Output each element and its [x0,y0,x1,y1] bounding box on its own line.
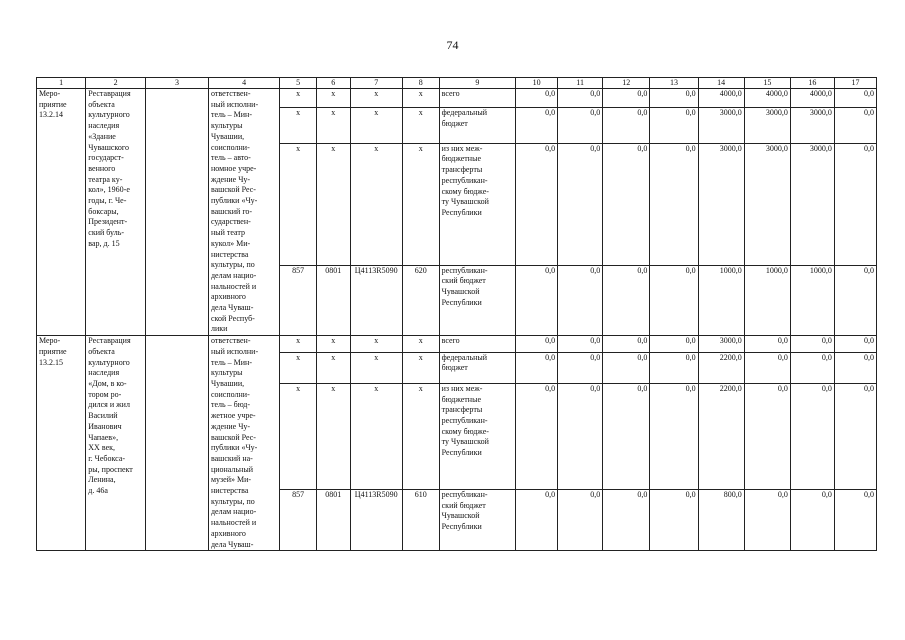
year-value-cell: 0,0 [603,352,650,383]
object-name-line: Василий [88,411,118,421]
executor-line: культуры, по [210,496,255,506]
year-value-cell: 0,0 [834,352,876,383]
year-value-cell: 0,0 [790,336,834,352]
executor-line: вашской Рес- [210,185,256,195]
executor-line: ный исполни- [210,346,259,356]
budget-table [36,77,877,551]
year-value-cell: 0,0 [834,107,876,143]
year-value-cell: 3000,0 [790,107,834,143]
year-value-cell: 0,0 [516,383,558,489]
target-article-cell: x [350,336,402,352]
funding-source-line: республикан- [441,175,488,185]
target-article-cell: Ц4113R5090 [350,489,402,550]
column-header: 4 [208,78,279,89]
object-name-line: д. 46а [88,486,108,496]
column-header: 11 [558,78,603,89]
year-value-cell: 0,0 [790,352,834,383]
target-article-cell: x [350,383,402,489]
object-name-line: годы, г. Че- [88,196,127,206]
object-name-line: «Здание [88,131,116,141]
section-code-cell: x [316,336,350,352]
column-header: 5 [280,78,317,89]
expense-type-cell: 610 [402,489,439,550]
object-name-line: объекта [88,99,115,109]
funding-source-cell [439,489,516,550]
year-value-cell: 0,0 [834,489,876,550]
column-header: 3 [146,78,209,89]
year-value-cell: 0,0 [516,89,558,108]
executor-line: тель – авто- [210,153,251,163]
year-value-cell: 1000,0 [698,265,744,335]
funding-source-line: Республики [441,448,482,458]
funding-source-cell [439,352,516,383]
target-article-cell: Ц4113R5090 [350,265,402,335]
target-article-cell: x [350,352,402,383]
year-value-cell: 0,0 [558,89,603,108]
funding-source-line: ский бюджет [441,276,486,286]
year-value-cell: 3000,0 [698,143,744,265]
year-value-cell: 1000,0 [744,265,790,335]
funding-source-line: Республики [441,297,482,307]
object-name-line: ский буль- [88,228,124,238]
executor-line: тель – Мин- [210,357,252,367]
year-value-cell: 3000,0 [698,107,744,143]
funding-source-cell [439,89,516,108]
column-header: 1 [37,78,86,89]
section-code-cell: x [316,143,350,265]
executor-line: дела Чуваш- [210,539,254,549]
year-value-cell: 0,0 [650,489,698,550]
table-row [37,89,877,108]
year-value-cell: 0,0 [650,107,698,143]
object-name-line: боксары, [88,206,119,216]
column-number-row [37,78,877,89]
executor-line: архивного [210,528,246,538]
object-name-line: венного [88,163,116,173]
chief-admin-code-cell: x [280,352,317,383]
object-name-line: вар, д. 15 [88,238,120,248]
executor-line: Чувашии, [210,131,245,141]
year-value-cell: 1000,0 [790,265,834,335]
funding-source-cell [439,107,516,143]
funding-source-line: бюджет [441,363,468,373]
year-value-cell: 3000,0 [790,143,834,265]
object-name-line: наследия [88,368,120,378]
event-number-line: приятие [39,99,67,109]
executor-cell [208,336,279,551]
executor-line: сударствен- [210,217,251,227]
object-name-line: ры, проспект [88,464,133,474]
year-value-cell: 0,0 [790,489,834,550]
executor-line: публики «Чу- [210,443,258,453]
funding-source-line: из них меж- [441,143,483,153]
year-value-cell: 0,0 [516,489,558,550]
chief-admin-code-cell: x [280,143,317,265]
section-code-cell: x [316,383,350,489]
section-code-cell: 0801 [316,265,350,335]
object-name-line: театра ку- [88,174,123,184]
year-value-cell: 0,0 [558,352,603,383]
object-name-line: Ленина, [88,475,116,485]
chief-admin-code-cell: x [280,336,317,352]
column-header: 17 [834,78,876,89]
year-value-cell: 0,0 [603,489,650,550]
column-header: 16 [790,78,834,89]
executor-line: ской Респуб- [210,313,255,323]
column-header: 13 [650,78,698,89]
target-article-cell: x [350,107,402,143]
object-name-line: Чапаев», [88,432,119,442]
executor-cell [208,89,279,336]
executor-line: музей» Ми- [210,475,252,485]
object-name-line: Иванович [88,421,122,431]
executor-line: нальностей и [210,281,257,291]
event-number-line: 13.2.15 [39,357,63,367]
chief-admin-code-cell: x [280,107,317,143]
executor-line: делам нацио- [210,270,257,280]
page-number: 74 [446,38,459,52]
funding-source-line: федеральный [441,107,488,117]
funding-source-line: всего [441,89,460,98]
column-header: 12 [603,78,650,89]
year-value-cell: 0,0 [516,265,558,335]
year-value-cell: 0,0 [603,143,650,265]
target-article-cell: x [350,89,402,108]
event-number-cell [37,336,86,551]
executor-line: Чувашии, [210,378,245,388]
object-name-line: XX век, [88,443,116,453]
executor-line: ждение Чу- [210,174,251,184]
year-value-cell: 0,0 [650,336,698,352]
funding-source-line: Республики [441,522,482,532]
executor-line: нальностей и [210,518,257,528]
column-header: 6 [316,78,350,89]
year-value-cell: 0,0 [834,143,876,265]
empty-column-cell [146,89,209,336]
executor-line: тель – бюд- [210,400,251,410]
funding-source-cell [439,143,516,265]
year-value-cell: 0,0 [744,352,790,383]
event-number-cell [37,89,86,336]
executor-line: номное учре- [210,163,257,173]
executor-line: ждение Чу- [210,421,251,431]
object-name-line: кол», 1960-е [88,185,130,195]
event-number-line: 13.2.14 [39,110,63,120]
executor-line: тель – Мин- [210,110,252,120]
funding-source-line: скому бюдже- [441,186,489,196]
object-name-line: Президент- [88,217,128,227]
year-value-cell: 0,0 [516,336,558,352]
year-value-cell: 0,0 [650,89,698,108]
funding-source-line: бюджетные [441,394,482,404]
executor-line: ответствен- [210,336,251,346]
executor-line: нистерства [210,249,249,259]
expense-type-cell: x [402,143,439,265]
funding-source-line: из них меж- [441,383,483,393]
column-header: 9 [439,78,516,89]
funding-source-line: всего [441,336,460,346]
year-value-cell: 0,0 [558,143,603,265]
year-value-cell: 2200,0 [698,352,744,383]
funding-source-cell [439,383,516,489]
chief-admin-code-cell: 857 [280,489,317,550]
section-code-cell: x [316,107,350,143]
column-header: 2 [86,78,146,89]
funding-source-line: ский бюджет [441,500,486,510]
section-code-cell: 0801 [316,489,350,550]
year-value-cell: 0,0 [603,89,650,108]
executor-line: ответствен- [210,89,251,98]
funding-source-cell [439,265,516,335]
executor-line: вашской Рес- [210,432,256,442]
column-header: 8 [402,78,439,89]
year-value-cell: 3000,0 [744,107,790,143]
column-header: 15 [744,78,790,89]
executor-line: нистерства [210,486,249,496]
expense-type-cell: 620 [402,265,439,335]
expense-type-cell: x [402,107,439,143]
executor-line: делам нацио- [210,507,257,517]
funding-source-line: республикан- [441,265,488,275]
funding-source-line: ту Чувашской [441,437,489,447]
table-row [37,336,877,352]
executor-line: архивного [210,292,246,302]
expense-type-cell: x [402,89,439,108]
funding-source-line: скому бюдже- [441,426,489,436]
year-value-cell: 0,0 [834,336,876,352]
object-name-cell [86,336,146,551]
expense-type-cell: x [402,352,439,383]
year-value-cell: 0,0 [744,336,790,352]
executor-line: соисполни- [210,389,250,399]
executor-line: дела Чуваш- [210,303,254,313]
year-value-cell: 0,0 [790,383,834,489]
executor-line: циональный [210,464,253,474]
year-value-cell: 0,0 [558,265,603,335]
object-name-line: объекта [88,346,115,356]
year-value-cell: 0,0 [744,489,790,550]
funding-source-line: республикан- [441,415,488,425]
executor-line: жетное учре- [210,411,256,421]
year-value-cell: 0,0 [516,352,558,383]
object-name-line: Реставрация [88,336,131,346]
event-number-line: Меро- [39,89,61,98]
year-value-cell: 0,0 [603,265,650,335]
executor-line: вашский го- [210,206,253,216]
year-value-cell: 800,0 [698,489,744,550]
year-value-cell: 0,0 [834,89,876,108]
funding-source-line: трансферты [441,405,483,415]
section-code-cell: x [316,89,350,108]
column-header: 14 [698,78,744,89]
executor-line: культуры, по [210,260,255,270]
executor-line: ный театр [210,228,245,238]
executor-line: публики «Чу- [210,196,258,206]
funding-source-line: Чувашской [441,287,480,297]
object-name-line: «Дом, в ко- [88,378,127,388]
year-value-cell: 0,0 [603,336,650,352]
year-value-cell: 0,0 [558,336,603,352]
year-value-cell: 0,0 [558,107,603,143]
object-name-cell [86,89,146,336]
expense-type-cell: x [402,336,439,352]
executor-line: культуры [210,121,243,131]
executor-line: лики [210,324,228,334]
year-value-cell: 3000,0 [744,143,790,265]
funding-source-line: Чувашской [441,511,480,521]
year-value-cell: 4000,0 [744,89,790,108]
chief-admin-code-cell: 857 [280,265,317,335]
year-value-cell: 0,0 [834,265,876,335]
object-name-line: Реставрация [88,89,131,98]
funding-source-line: бюджет [441,118,468,128]
object-name-line: тором ро- [88,389,122,399]
year-value-cell: 0,0 [650,265,698,335]
object-name-line: культурного [88,110,130,120]
year-value-cell: 0,0 [603,107,650,143]
funding-source-line: ту Чувашской [441,197,489,207]
executor-line: соисполни- [210,142,250,152]
year-value-cell: 0,0 [516,143,558,265]
year-value-cell: 0,0 [558,383,603,489]
funding-source-line: Республики [441,208,482,217]
year-value-cell: 4000,0 [698,89,744,108]
funding-source-line: трансферты [441,165,483,175]
year-value-cell: 0,0 [516,107,558,143]
year-value-cell: 3000,0 [698,336,744,352]
year-value-cell: 0,0 [650,143,698,265]
year-value-cell: 0,0 [650,352,698,383]
year-value-cell: 0,0 [603,383,650,489]
year-value-cell: 0,0 [650,383,698,489]
object-name-line: Чувашского [88,142,129,152]
column-header: 10 [516,78,558,89]
event-number-line: Меро- [39,336,61,346]
empty-column-cell [146,336,209,551]
executor-line: культуры [210,368,243,378]
event-number-line: приятие [39,346,67,356]
year-value-cell: 0,0 [744,383,790,489]
year-value-cell: 4000,0 [790,89,834,108]
funding-source-cell [439,336,516,352]
object-name-line: дился и жил [88,400,130,410]
executor-line: кукол» Ми- [210,238,251,248]
target-article-cell: x [350,143,402,265]
chief-admin-code-cell: x [280,89,317,108]
chief-admin-code-cell: x [280,383,317,489]
expense-type-cell: x [402,383,439,489]
executor-line: ный исполни- [210,99,259,109]
section-code-cell: x [316,352,350,383]
year-value-cell: 0,0 [558,489,603,550]
funding-source-line: федеральный [441,352,488,362]
object-name-line: культурного [88,357,130,367]
object-name-line: г. Чебокса- [88,453,126,463]
object-name-line: государст- [88,153,124,163]
column-header: 7 [350,78,402,89]
funding-source-line: бюджетные [441,154,482,164]
year-value-cell: 0,0 [834,383,876,489]
funding-source-line: республикан- [441,489,488,499]
year-value-cell: 2200,0 [698,383,744,489]
object-name-line: наследия [88,121,120,131]
executor-line: вашский на- [210,453,253,463]
